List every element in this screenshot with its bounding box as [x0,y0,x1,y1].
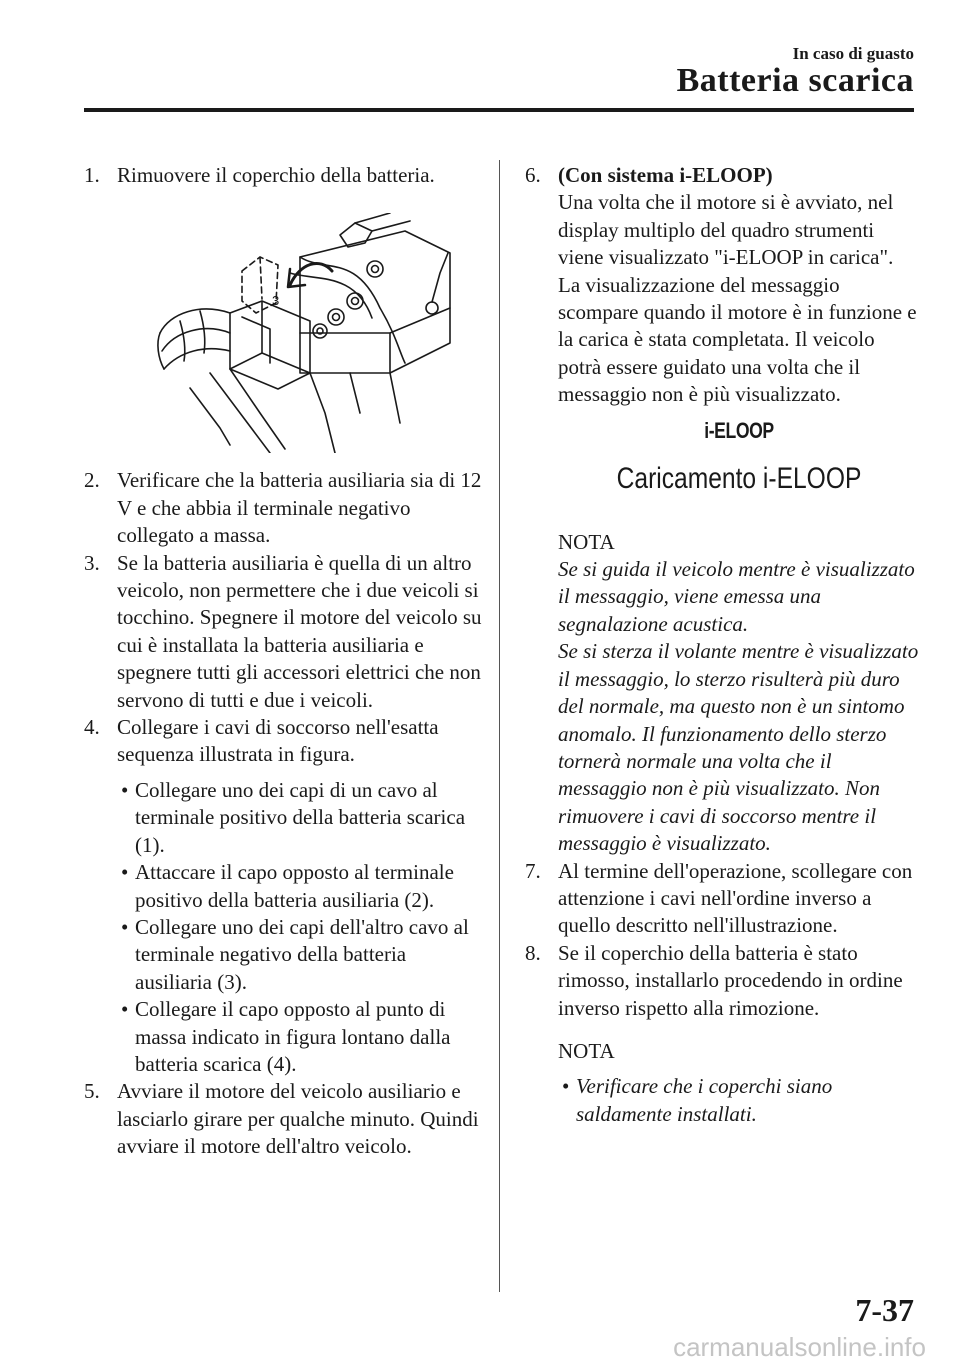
step-number: 1. [84,163,100,187]
bullet-text: Collegare uno dei capi di un cavo al terminale positivo della batteria scarica (1). [135,777,466,857]
bullet-text: Attaccare il capo opposto al terminale positivo della batteria ausiliaria (2). [135,860,454,912]
step-number: 2. [84,468,100,493]
step-text: Se il coperchio della batteria è stato rimosso, installarlo procedendo in ordine inverso rispetto alla rimozione. [558,940,903,1020]
step-text: Verificare che la batteria ausiliaria sia di 12 V e che abbia il terminale negativo collegato a massa. [117,468,482,548]
step-number: 3. [84,550,100,575]
header-rule [84,108,914,112]
step-number: 6. [525,163,541,187]
bullet-icon: • [121,777,129,802]
step-text: Avviare il motore del veicolo ausiliario e lasciarlo girare per qualche minuto. Quindi avviare il motore dell'altro veicolo. [117,1079,479,1159]
battery-cover-illustration [150,213,470,453]
left-column [84,162,484,1161]
bullet-icon: • [121,997,129,1022]
eloop-logo: i-ELOOP [704,417,774,443]
list-item [117,859,484,914]
watermark: carmanualsonline.info [673,1332,926,1362]
section-label: In caso di guasto [792,44,914,63]
bullet-icon: • [562,1074,570,1099]
list-item [117,777,484,859]
step-text: Rimuovere il coperchio della batteria. [117,163,435,187]
step-6 [525,162,920,409]
eloop-display-illustration [558,409,920,525]
step-number: 4. [84,715,100,740]
step-4 [84,714,484,769]
note-block [558,1038,920,1128]
step-text: Al termine dell'operazione, scollegare con attenzione i cavi nell'ordine inverso a quello descritto nell'illustrazione. [558,858,913,938]
page-number: 7-37 [855,1292,914,1328]
step-5 [84,1078,484,1160]
step-heading: (Con sistema i-ELOOP) [558,163,773,187]
note-label: NOTA [558,1038,615,1063]
column-divider [499,160,500,1292]
step-number: 7. [525,858,541,883]
note-text: Se si sterza il volante mentre è visualizzato il messaggio, lo sterzo risulterà più duro del normale, ma questo non è un sintomo anomalo. Il funzionamento dello sterzo tornerà normale una volta che il messaggio non è più visualizzato. Non rimuovere i cavi di soccorso mentre il messaggio è visualizzato. [558,639,919,856]
eloop-caption: Caricamento i-ELOOP [616,461,862,495]
list-item [117,996,484,1078]
bullet-text: Verificare che i coperchi siano saldamente installati. [576,1074,833,1126]
step-7 [525,858,920,940]
note-label: NOTA [558,529,615,554]
step-text: Una volta che il motore si è avviato, nel display multiplo del quadro strumenti viene visualizzato "i-ELOOP in carica". La visualizzazione del messaggio scompare quando il motore è in funzione e la carica è stata completata. Il veicolo potrà essere guidato una volta che il messaggio non è più visualizzato. [558,190,917,407]
step-number: 8. [525,940,541,965]
list-item [117,914,484,996]
right-column [525,162,920,1128]
bullet-icon: • [121,860,129,885]
step-text: Se la batteria ausiliaria è quella di un altro veicolo, non permettere che i due veicoli si tocchino. Spegnere il motore del veicolo su cui è installata la batteria ausiliaria e spegnere tutti gli accessori elettrici che non servono di tutti e due i veicoli. [117,550,482,712]
step-text: Collegare i cavi di soccorso nell'esatta sequenza illustrata in figura. [117,715,439,767]
bullet-text: Collegare uno dei capi dell'altro cavo al terminale negativo della batteria ausiliaria (3). [135,914,469,994]
note-block [558,529,920,858]
step-number: 5. [84,1079,100,1104]
figure-label: 3 [272,293,280,309]
bullet-text: Collegare il capo opposto al punto di massa indicato in figura lontano dalla batteria scarica (4). [135,997,451,1076]
step-8 [525,940,920,1022]
list-item [558,1073,920,1128]
bullet-icon: • [121,914,129,939]
note-text: Se si guida il veicolo mentre è visualizzato il messaggio, viene emessa una segnalazione acustica. [558,557,915,636]
page-title: Batteria scarica [676,62,914,99]
step-2 [84,467,484,549]
step-3 [84,550,484,714]
step-1 [84,162,484,189]
